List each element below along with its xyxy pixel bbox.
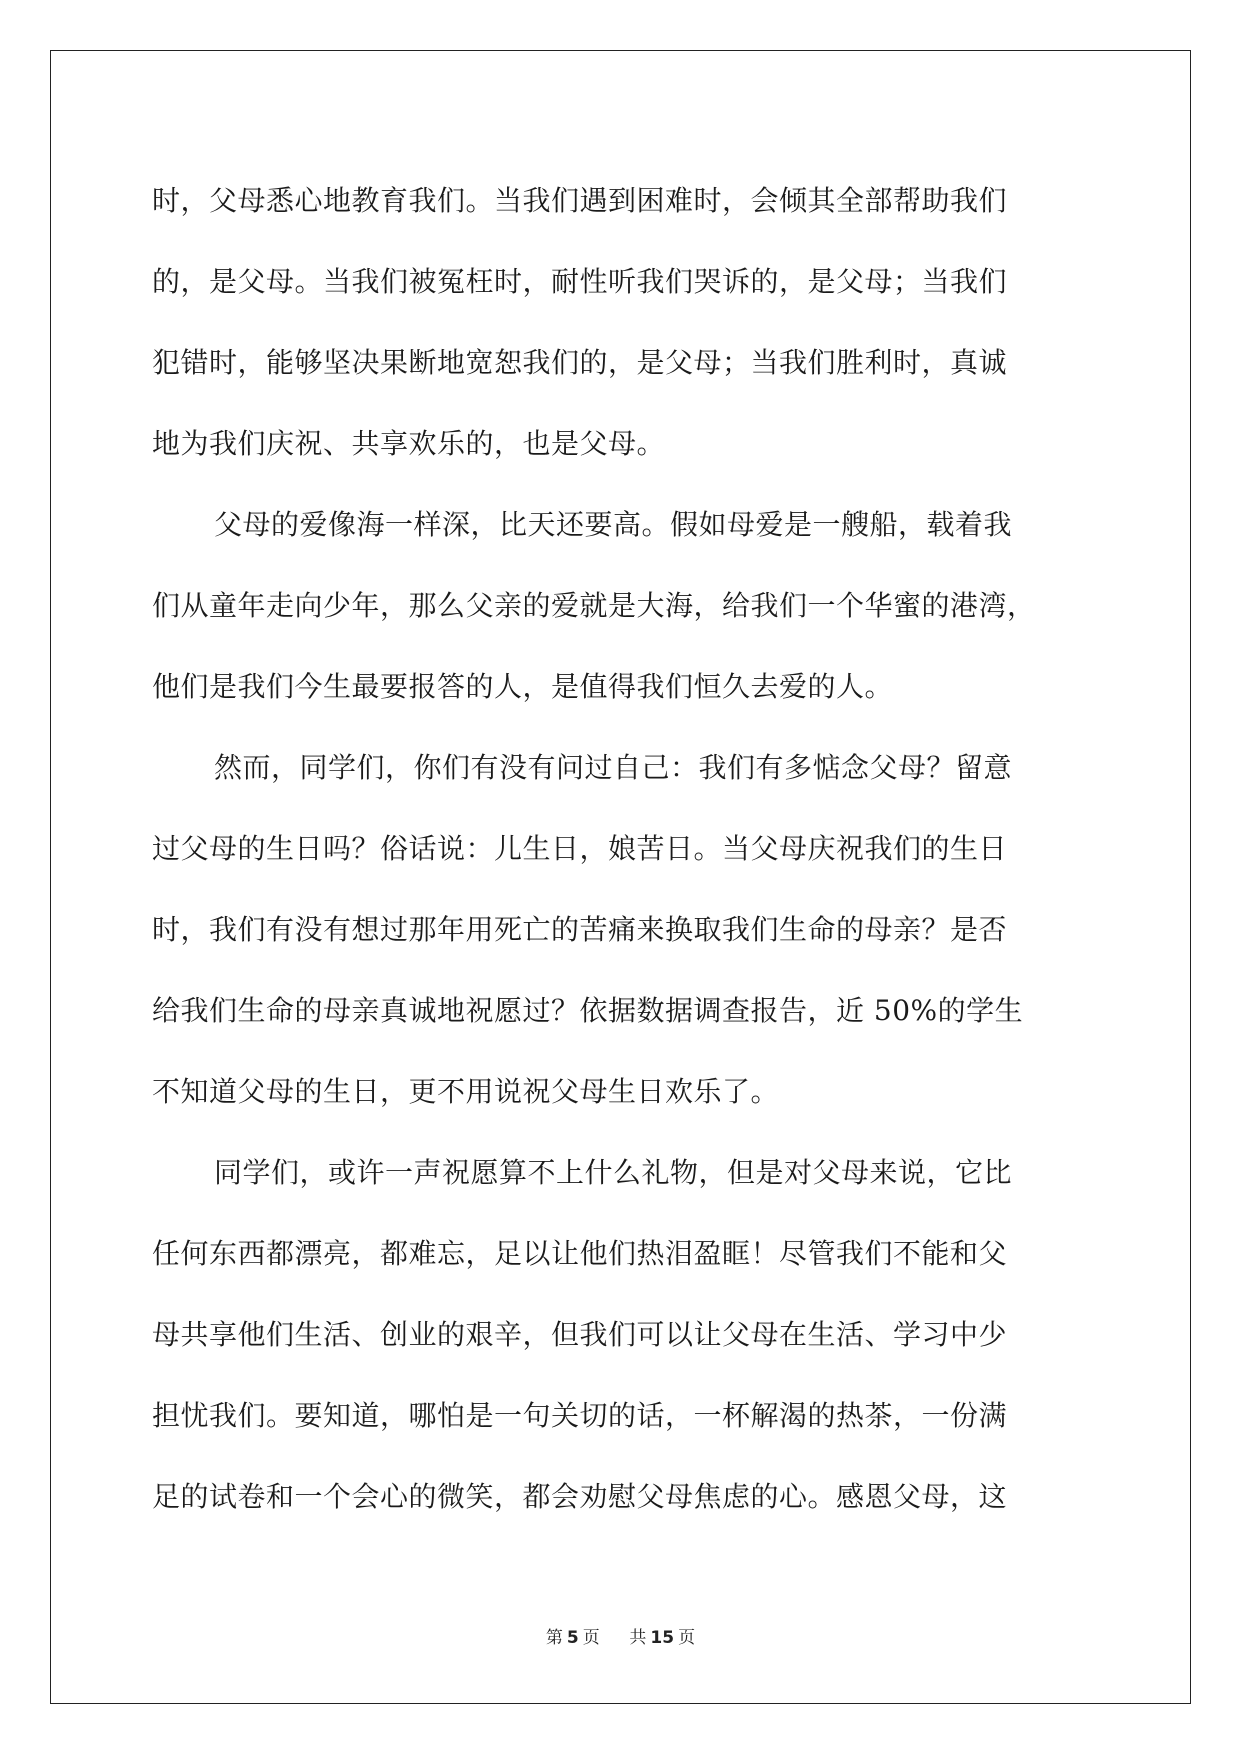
text-line: 过父母的生日吗？俗话说：儿生日，娘苦日。当父母庆祝我们的生日	[152, 832, 1008, 865]
text-line: 然而，同学们，你们有没有问过自己：我们有多惦念父母？留意	[214, 751, 1013, 784]
text-line: 的，是父母。当我们被冤枉时，耐性听我们哭诉的，是父母；当我们	[152, 265, 1008, 298]
page-footer	[0, 1623, 1241, 1648]
total-prefix: 共	[629, 1628, 647, 1648]
page-indicator	[544, 1628, 602, 1648]
text-line: 犯错时，能够坚决果断地宽恕我们的，是父母；当我们胜利时，真诚	[152, 346, 1008, 379]
text-line: 时，我们有没有想过那年用死亡的苦痛来换取我们生命的母亲？是否	[152, 913, 1008, 946]
page-suffix: 页	[582, 1628, 600, 1648]
text-line: 同学们，或许一声祝愿算不上什么礼物，但是对父母来说，它比	[214, 1156, 1013, 1189]
text-line: 给我们生命的母亲真诚地祝愿过？依据数据调查报告，近 50%的学生	[152, 994, 1024, 1027]
total-pages-indicator	[627, 1628, 697, 1648]
text-line: 地为我们庆祝、共享欢乐的，也是父母。	[152, 427, 666, 460]
text-line: 他们是我们今生最要报答的人，是值得我们恒久去爱的人。	[152, 670, 894, 703]
text-line: 们从童年走向少年，那么父亲的爱就是大海，给我们一个华蜜的港湾，	[152, 589, 1036, 622]
text-line: 足的试卷和一个会心的微笑，都会劝慰父母焦虑的心。感恩父母，这	[152, 1480, 1008, 1513]
total-suffix: 页	[678, 1628, 696, 1648]
text-line: 时，父母悉心地教育我们。当我们遇到困难时，会倾其全部帮助我们	[152, 184, 1008, 217]
page-number: 5	[566, 1628, 579, 1648]
page-prefix: 第	[545, 1628, 563, 1648]
text-line: 母共享他们生活、创业的艰辛，但我们可以让父母在生活、学习中少	[152, 1318, 1008, 1351]
text-line: 不知道父母的生日，更不用说祝父母生日欢乐了。	[152, 1075, 780, 1108]
text-line: 父母的爱像海一样深，比天还要高。假如母爱是一艘船，载着我	[214, 508, 1013, 541]
text-line: 任何东西都漂亮，都难忘，足以让他们热泪盈眶！尽管我们不能和父	[152, 1237, 1008, 1270]
total-pages-number: 15	[650, 1628, 675, 1648]
document-body	[152, 160, 1092, 1537]
text-line: 担忧我们。要知道，哪怕是一句关切的话，一杯解渴的热茶，一份满	[152, 1399, 1008, 1432]
